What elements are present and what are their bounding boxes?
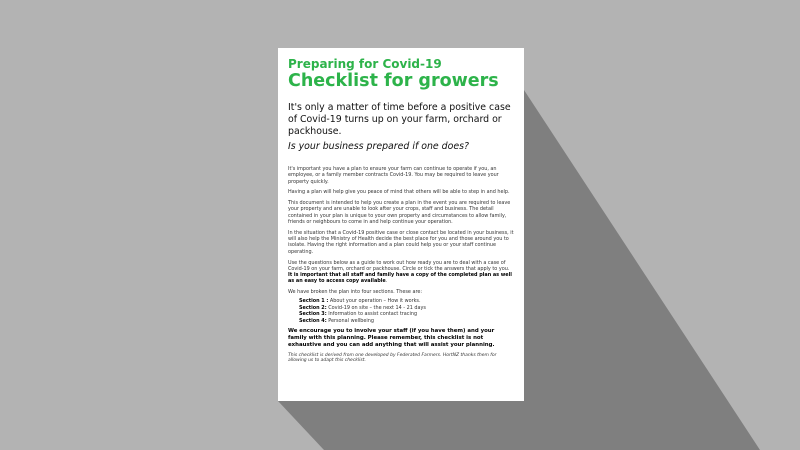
guide-paragraph — [288, 260, 514, 285]
guide-end: . — [385, 278, 388, 285]
document-title: Checklist for growers — [288, 71, 499, 91]
section-item — [299, 311, 514, 318]
lead-paragraph: It's only a matter of time before a positive case of Covid-19 turns up on your farm, orchard or packhouse. — [288, 102, 511, 137]
document-kicker: Preparing for Covid-19 — [288, 57, 442, 71]
section-text: Information to assist contact tracing — [328, 311, 418, 318]
encourage-paragraph: We encourage you to involve your staff (if you have them) and your family with this planning. Please remember, this checklist is not exhaustive and you can add anything that will assist your planning. — [288, 327, 495, 348]
body-paragraph: Having a plan will help give you peace of mind that others will be able to step in and help. — [288, 189, 510, 196]
section-label: Section 1 : — [299, 298, 329, 305]
section-text: Covid-19 on site – the next 14 - 21 days — [328, 304, 426, 311]
body-paragraph: This document is intended to help you create a plan in the event you are required to leave your property and are unable to look after your crops, staff and business. The detail contained in your plan is unique to your own property and circumstances to allow family, friends or neighbours to come in and help continue your operation. — [288, 200, 511, 226]
footnote: This checklist is derived from one developed by Federated Farmers. HortNZ thanks them for allowing us to adapt this checklist. — [288, 352, 497, 364]
sections-list — [299, 298, 514, 325]
section-label: Section 2: — [299, 304, 327, 311]
guide-bold-text: It is important that all staff and family have a copy of the completed plan as well as an easy to access copy available — [288, 272, 512, 285]
checklist-page — [278, 48, 524, 401]
section-label: Section 3: — [299, 311, 327, 318]
question-line: Is your business prepared if one does? — [288, 141, 469, 152]
sections-intro: We have broken the plan into four sections. These are: — [288, 289, 423, 296]
body-paragraph: In the situation that a Covid-19 positive case or close contact be located in your business, it will also help the Ministry of Health decide the best place for you and those around you to isolate. Having the right information and a plan could help you or your staff continue operating. — [288, 229, 514, 255]
section-label: Section 4: — [299, 318, 327, 325]
section-item — [299, 318, 514, 325]
section-item — [299, 305, 514, 312]
section-text: Personal wellbeing — [328, 318, 374, 325]
section-text: About your operation – How it works. — [329, 298, 421, 305]
guide-text: Use the questions below as a guide to work out how ready you are to deal with a case of Covid-19 on your farm, orchard or packhouse. Circle or tick the answers that apply to you. — [288, 259, 510, 272]
body-paragraph: It's important you have a plan to ensure your farm can continue to operate if you, an employee, or a family member contracts Covid-19. You may be required to leave your property quickly. — [288, 166, 499, 185]
section-item — [299, 298, 514, 305]
